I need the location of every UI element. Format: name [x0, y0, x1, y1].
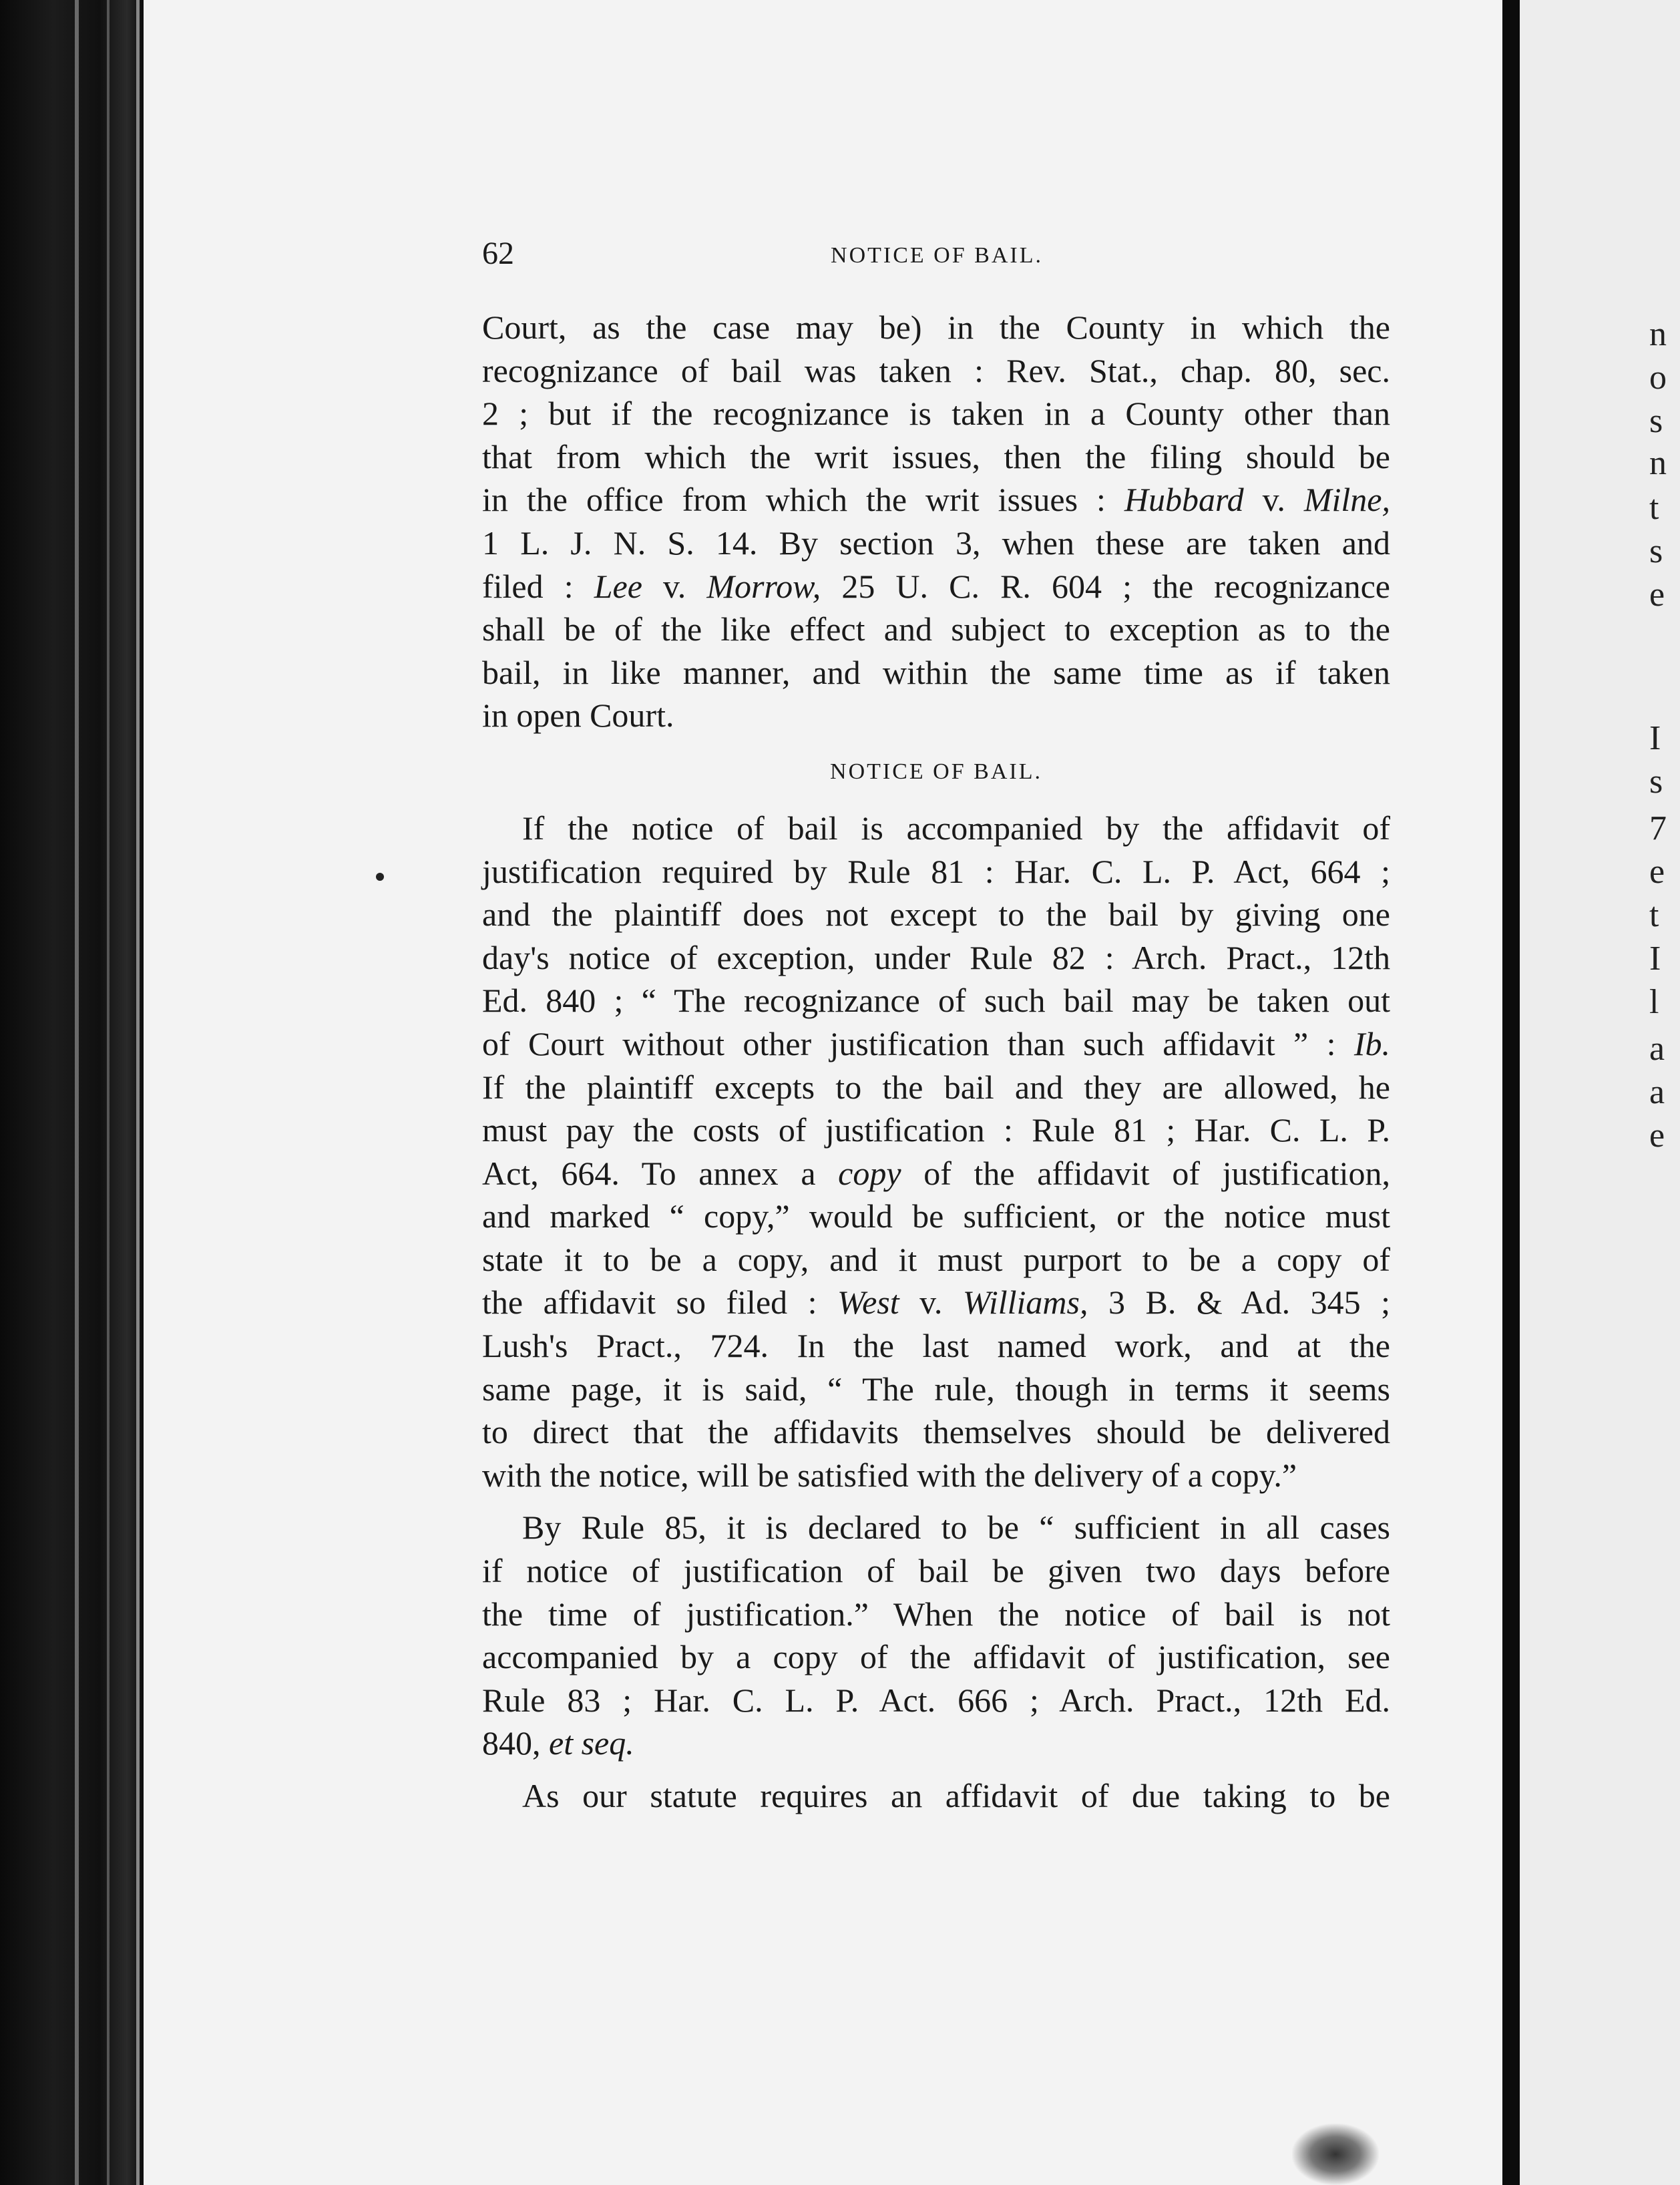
ibid: Ib.: [1353, 1024, 1390, 1062]
text-line: By Rule 85, it is declared to be “ sufficient in all cases: [522, 1509, 1390, 1547]
page-number: 62: [482, 236, 514, 271]
text-line: 2 ; but if the recognizance is taken in a County other than: [482, 395, 1390, 433]
text-line: day's notice of exception, under Rule 82 : Arch. Pract., 12th: [482, 938, 1390, 976]
corner-smudge: [1292, 2124, 1379, 2185]
facing-page-letter: e: [1649, 853, 1665, 891]
facing-page-letter: I: [1649, 719, 1661, 757]
facing-page-letter: n: [1649, 315, 1667, 353]
binding-edge-line: [136, 0, 140, 2185]
paragraph-3: [482, 1506, 1390, 1765]
facing-page-letter: I: [1649, 940, 1661, 978]
case-name: Milne,: [1303, 481, 1390, 519]
case-name: Lee: [594, 567, 642, 605]
text-line: Ed. 840 ; “ The recognizance of such bail may be taken out: [482, 982, 1390, 1020]
book-binding: [0, 0, 144, 2185]
text-line: bail, in like manner, and within the same time as if taken: [482, 653, 1390, 691]
facing-page-letter: a: [1649, 1030, 1665, 1068]
text-run: the affidavit so filed :: [482, 1283, 838, 1322]
text-line: 1 L. J. N. S. 14. By section 3, when these are taken and: [482, 524, 1390, 562]
page-gutter: [1502, 0, 1520, 2185]
text-line: Court, as the case may be) in the County in which the: [482, 309, 1390, 346]
text-line: accompanied by a copy of the affidavit of justification, see: [482, 1638, 1390, 1676]
paragraph-2: [482, 807, 1390, 1497]
facing-page-letter: a: [1649, 1073, 1665, 1111]
text-line: If the plaintiff excepts to the bail and they are allowed, he: [482, 1068, 1390, 1106]
text-line: Act, 664. To annex a copy of the affidavit of justification,: [482, 1154, 1390, 1192]
text-line: recognizance of bail was taken : Rev. Stat., chap. 80, sec.: [482, 351, 1390, 389]
paragraph-1: [482, 306, 1390, 737]
text-line: in open Court.: [482, 697, 674, 735]
paragraph-gap: [482, 1497, 1390, 1506]
text-line: shall be of the like effect and subject to exception as to the: [482, 610, 1390, 648]
paragraph-4: [482, 1774, 1390, 1818]
text-line: As our statute requires an affidavit of due taking to be: [522, 1777, 1390, 1814]
facing-page-letter: s: [1649, 532, 1663, 570]
case-name: Hubbard: [1124, 481, 1244, 519]
case-name: Williams,: [962, 1283, 1088, 1322]
text-line: state it to be a copy, and it must purport to be a copy of: [482, 1240, 1390, 1278]
text-line: the affidavit so filed : West v. Williams, 3 B. & Ad. 345 ;: [482, 1283, 1390, 1322]
facing-page-letter: l: [1649, 983, 1659, 1021]
text-run: filed :: [482, 567, 594, 605]
text-line: [482, 1722, 1390, 1765]
text-line: must pay the costs of justification : Rule 81 ; Har. C. L. P.: [482, 1111, 1390, 1149]
text-line: Lush's Pract., 724. In the last named work, and at the: [482, 1327, 1390, 1365]
facing-page-letter: t: [1649, 489, 1659, 527]
facing-page-letter: n: [1649, 444, 1667, 482]
text-run: 840,: [482, 1724, 549, 1762]
paragraph-gap: [482, 1765, 1390, 1774]
facing-page-letter: s: [1649, 763, 1663, 801]
text-line: with the notice, will be satisfied with the delivery of a copy.”: [482, 1456, 1297, 1494]
text-line: the time of justification.” When the notice of bail is not: [482, 1595, 1390, 1633]
case-name: West: [837, 1283, 899, 1322]
facing-page-letter: e: [1649, 1117, 1665, 1155]
text-line: [482, 1022, 1390, 1066]
section-heading: NOTICE OF BAIL.: [830, 759, 1042, 784]
text-line: justification required by Rule 81 : Har. C. L. P. Act, 664 ;: [482, 852, 1390, 890]
text-line: if notice of justification of bail be given two days before: [482, 1552, 1390, 1590]
running-head: [482, 235, 1392, 275]
text-line: and the plaintiff does not except to the bail by giving one: [482, 896, 1390, 934]
text-run: in the office from which the writ issues :: [482, 481, 1124, 519]
text-line: Rule 83 ; Har. C. L. P. Act. 666 ; Arch. Pract., 12th Ed.: [482, 1681, 1390, 1719]
case-name: Morrow,: [706, 567, 821, 605]
text-line: same page, it is said, “ The rule, though in terms it seems: [482, 1370, 1390, 1408]
facing-page-letter: t: [1649, 896, 1659, 934]
binding-edge-line: [107, 0, 110, 2185]
text-run: of Court without other justification than such affidavit ” :: [482, 1024, 1354, 1062]
emphasis: copy: [838, 1154, 901, 1192]
facing-page-letter: o: [1649, 359, 1667, 397]
text-line: that from which the writ issues, then the filing should be: [482, 437, 1390, 475]
text-line: If the notice of bail is accompanied by the affidavit of: [522, 809, 1390, 847]
facing-page-letter: e: [1649, 576, 1665, 614]
running-title: NOTICE OF BAIL.: [831, 243, 1043, 268]
binding-edge-line: [75, 0, 79, 2185]
facing-page-letter: 7: [1649, 809, 1667, 847]
text-line: in the office from which the writ issues : Hubbard v. Milne,: [482, 481, 1390, 519]
text-run: Act, 664. To annex a: [482, 1154, 839, 1192]
text-line: to direct that the affidavits themselves should be delivered: [482, 1413, 1390, 1451]
ink-dot: [376, 873, 384, 881]
body-text: [482, 306, 1390, 1818]
facing-page-letter: s: [1649, 402, 1663, 440]
text-line: filed : Lee v. Morrow, 25 U. C. R. 604 ; the recognizance: [482, 567, 1390, 605]
text-line: and marked “ copy,” would be sufficient, or the notice must: [482, 1197, 1390, 1235]
emphasis: et seq.: [549, 1724, 634, 1762]
